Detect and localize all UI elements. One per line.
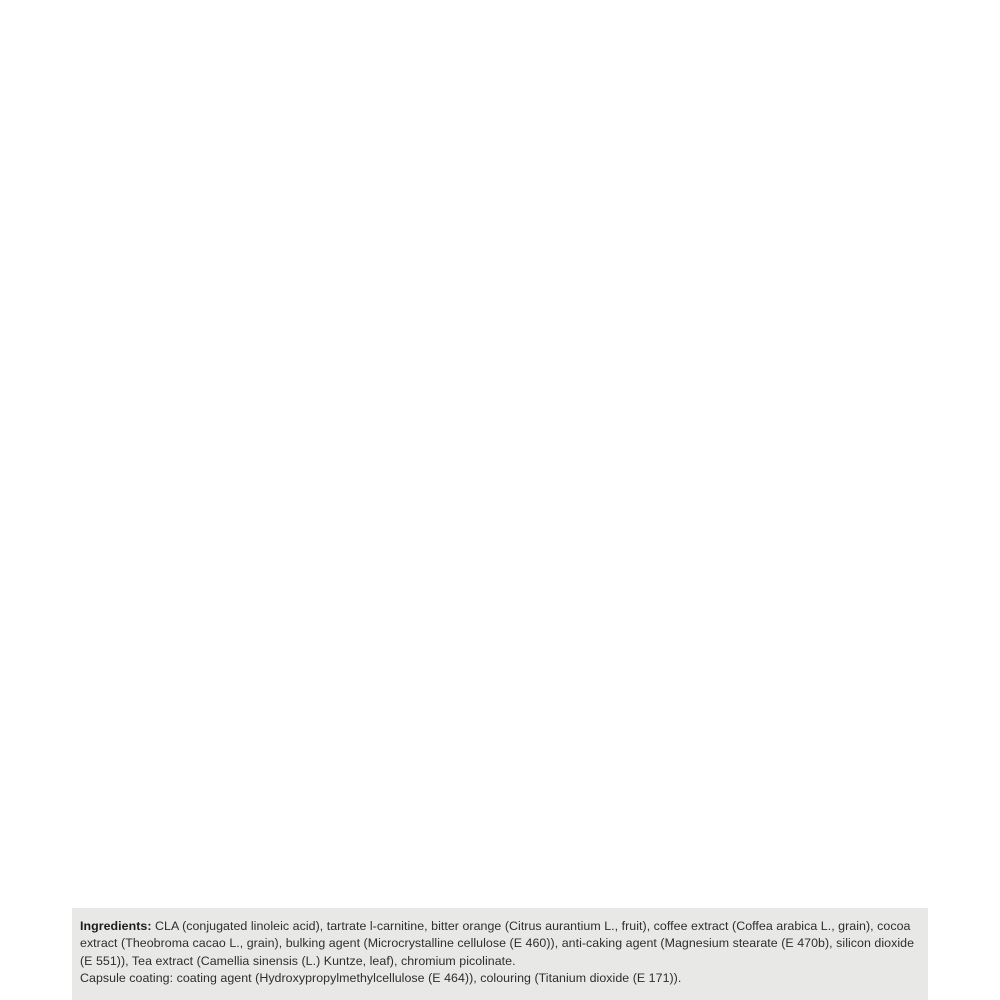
capsule-coating-paragraph: Capsule coating: coating agent (Hydroxypropylmethylcellulose (E 464)), colouring (Titanium dioxide (E 171)). (80, 971, 682, 986)
ingredients-paragraph (80, 918, 918, 970)
ingredients-panel (72, 908, 928, 1000)
ingredients-body: CLA (conjugated linoleic acid), tartrate l-carnitine, bitter orange (Citrus aurantium L., fruit), coffee extract (Coffea arabica L., grain), cocoa extract (Theobroma cacao L., grain), bulking agent (Microcrystalline cellulose (E 460)), anti-caking agent (Magnesium stearate (E 470b), silicon dioxide (E 551)), Tea extract (Camellia sinensis (L.) Kuntze, leaf), chromium picolinate. (80, 919, 915, 968)
ingredients-heading: Ingredients: (80, 919, 152, 933)
